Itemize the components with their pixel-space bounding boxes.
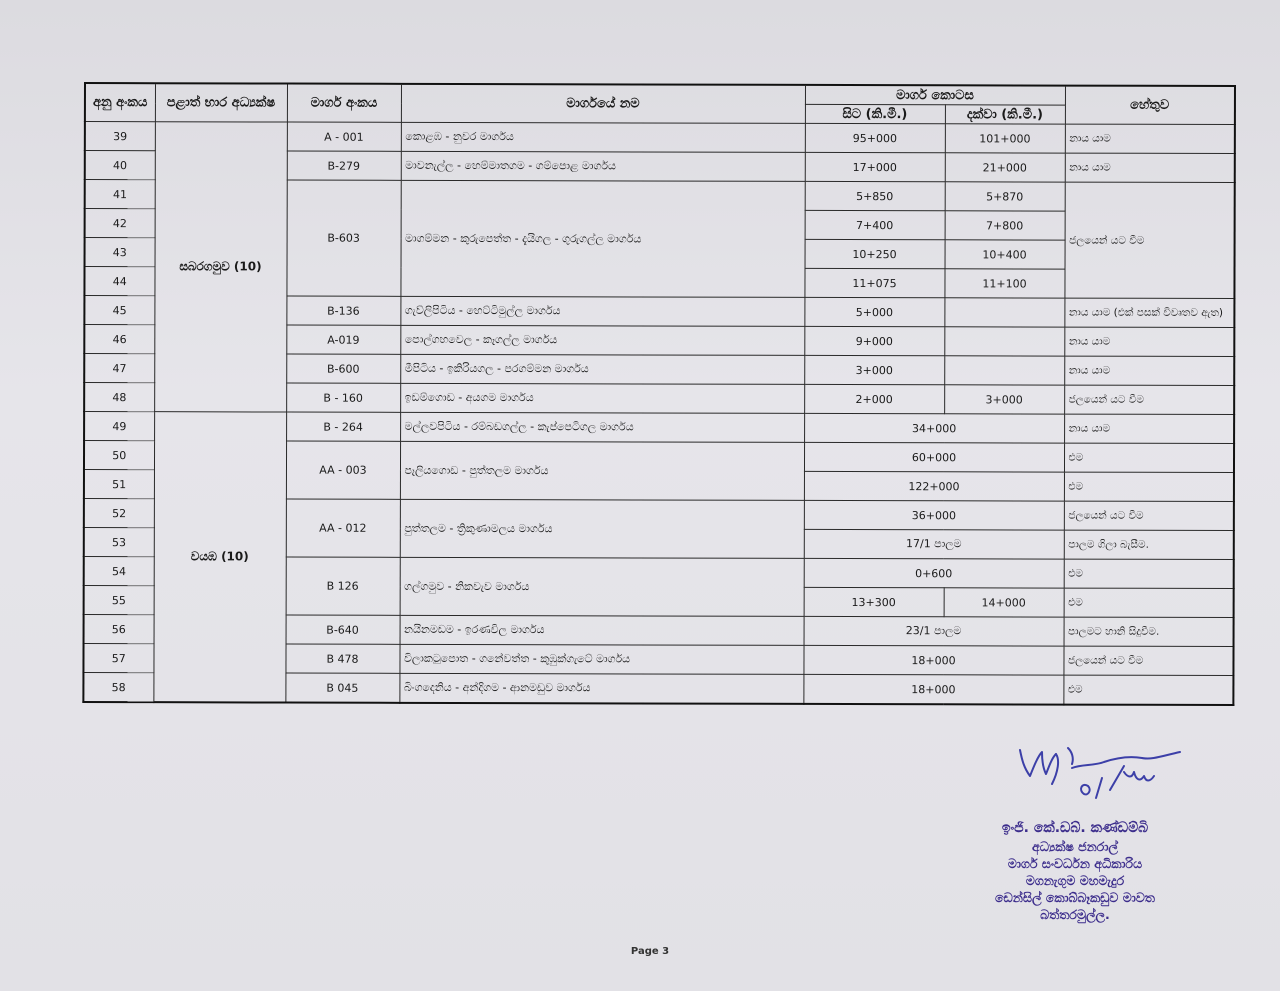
road-name: ගැව්ලිපිටිය - හෙට්ටිමුල්ල මාර්ගය: [400, 296, 804, 326]
km-to: 7+800: [945, 211, 1065, 240]
km-location: 18+000: [803, 674, 1063, 704]
row-no: 44: [84, 267, 154, 296]
km-location: 34+000: [804, 413, 1064, 443]
road-name: කොළඹ - නුවර මාර්ගය: [401, 122, 805, 152]
reason: ජලයෙන් යට වීම: [1064, 182, 1234, 298]
road-no: B 478: [285, 644, 399, 673]
km-from: 11+075: [804, 268, 944, 297]
road-name: මීපිටිය - ඉකිරියගල - පරගම්මන මාර්ගය: [400, 354, 804, 384]
road-name: පොල්ගහවෙල - කෑගල්ල මාර්ගය: [400, 325, 804, 355]
road-name: මාගම්මන - කුරුපෙත්ත - දැයිගල - ගුරුගල්ල මාර්ගය: [400, 180, 804, 297]
stamp-street: ඩෙන්සිල් කොබ්බෑකඩුව මාවත: [995, 890, 1155, 905]
header-no: අනු අංකය: [85, 83, 155, 122]
table-row: [84, 412, 1234, 444]
stamp-city: බත්තරමුල්ල.: [1040, 907, 1110, 922]
reason: එම: [1064, 472, 1234, 501]
table-row: [85, 122, 1235, 154]
row-no: 56: [84, 615, 154, 644]
road-name: ඉඩම්ගොඩ - අයගම මාර්ගය: [400, 383, 804, 413]
header-reason: හේතුව: [1065, 86, 1235, 125]
km-from: 10+250: [805, 239, 945, 268]
road-closure-table: [82, 82, 1236, 706]
reason: එම: [1064, 443, 1234, 472]
stamp-title: අධ්‍යක්ෂ ජනරාල්: [1032, 839, 1118, 854]
row-no: 41: [85, 180, 155, 209]
row-no: 55: [84, 586, 154, 615]
road-no: AA - 003: [286, 441, 400, 499]
road-name: පුත්තලම - ත්‍රිකුණාමලය මාර්ගය: [400, 499, 804, 558]
stamp-organisation: මාර්ග සංවර්ධන අධිකාරිය: [1007, 856, 1143, 871]
road-no: B-600: [286, 354, 400, 383]
page-number: Page 3: [630, 946, 670, 957]
reason: එම: [1064, 588, 1234, 617]
reason: නාය යාම: [1065, 124, 1235, 153]
road-name: ගල්ගමුව - නිකවැව මාර්ගය: [400, 557, 804, 616]
header-section: මාර්ග කොටස: [805, 85, 1065, 105]
row-no: 47: [84, 354, 154, 383]
road-name: පෑලියගොඩ - පුත්තලම මාර්ගය: [400, 441, 804, 500]
reason: ජලයෙන් යට වීම: [1063, 646, 1233, 675]
km-to: 11+100: [944, 269, 1064, 298]
road-no: B-603: [286, 180, 400, 296]
reason: නාය යාම: [1064, 327, 1234, 356]
km-from: 2+000: [804, 384, 944, 413]
km-to: 21+000: [945, 153, 1065, 182]
km-location: 36+000: [804, 500, 1064, 530]
road-no: B - 264: [286, 412, 400, 441]
row-no: 48: [84, 383, 154, 412]
header-director: පළාත් භාර අධ්‍යක්ෂ: [155, 83, 287, 122]
province-wayamba: වයඹ (10): [153, 412, 286, 703]
road-name: විලාකටුපොත - ගනේවත්ත - කුඹුක්ගැටේ මාර්ගය: [399, 644, 803, 674]
road-no: B 045: [285, 673, 399, 703]
row-no: 57: [83, 644, 153, 673]
km-from: 9+000: [804, 326, 944, 355]
row-no: 54: [84, 557, 154, 586]
km-to: 5+870: [945, 182, 1065, 211]
row-no: 52: [84, 499, 154, 528]
reason: ජලයෙන් යට වීම: [1064, 385, 1234, 414]
stamp-name: ඉංජි. කේ.ඩබ්. කණ්ඩම්බි: [1001, 820, 1149, 836]
row-no: 51: [84, 470, 154, 499]
reason: එම: [1063, 675, 1233, 705]
km-to: [944, 356, 1064, 385]
row-no: 40: [85, 151, 155, 180]
row-no: 58: [83, 673, 153, 703]
row-no: 49: [84, 412, 154, 441]
reason: නාය යාම: [1064, 414, 1234, 443]
km-from: 3+000: [804, 355, 944, 384]
km-to: 14+000: [944, 588, 1064, 617]
row-no: 50: [84, 441, 154, 470]
road-no: A - 001: [287, 122, 401, 151]
header-road-no: මාර්ග අංකය: [287, 84, 401, 123]
row-no: 39: [85, 122, 155, 151]
official-stamp: [960, 818, 1190, 923]
km-from: 5+850: [805, 181, 945, 210]
header-road-name: මාර්ගයේ නම: [401, 84, 805, 124]
km-from: 13+300: [804, 587, 944, 616]
km-from: 17+000: [805, 152, 945, 181]
road-no: B-640: [286, 615, 400, 644]
km-from: 95+000: [805, 123, 945, 152]
reason: නාය යාම: [1064, 356, 1234, 385]
road-no: A-019: [286, 325, 400, 354]
road-name: මල්ලවපිටිය - රම්බඩගල්ල - කැප්පෙටිගල මාර්ගය: [400, 412, 804, 442]
km-location: 17/1 පාලම: [804, 529, 1064, 559]
header-to: දක්වා (කි.මී.): [945, 105, 1065, 124]
km-from: 5+000: [804, 297, 944, 326]
road-no: B-136: [286, 296, 400, 325]
row-no: 45: [84, 296, 154, 325]
road-no: B-279: [287, 151, 401, 180]
km-to: 10+400: [945, 240, 1065, 269]
row-no: 53: [84, 528, 154, 557]
row-no: 46: [84, 325, 154, 354]
header-from: සිට (කි.මී.): [805, 104, 945, 123]
km-to: [944, 298, 1064, 327]
km-from: 7+400: [805, 210, 945, 239]
reason: ජලයෙන් යට වීම: [1064, 501, 1234, 530]
reason: පාලම ගිලා බැසීම.: [1064, 530, 1234, 559]
km-location: 23/1 පාලම: [804, 616, 1064, 646]
reason: එම: [1064, 559, 1234, 588]
reason: පාලමට හානි සිදුවීම.: [1064, 617, 1234, 646]
road-name: නයිනමඩම - ඉරණවිල මාර්ගය: [400, 615, 804, 645]
road-no: B 126: [286, 557, 400, 615]
reason: නාය යාම: [1065, 153, 1235, 182]
road-name: මාවනැල්ල - හෙම්මාතගම - ගම්පොළ මාර්ගය: [401, 151, 805, 181]
road-no: B - 160: [286, 383, 400, 412]
road-name: බිංගදෙනිය - අන්දිගම - ආනමඩුව මාර්ගය: [399, 673, 803, 704]
road-no: AA - 012: [286, 499, 400, 557]
km-location: 0+600: [804, 558, 1064, 588]
km-location: 122+000: [804, 471, 1064, 501]
province-sabaragamuwa: සබරගමුව (10): [154, 122, 287, 412]
km-location: 60+000: [804, 442, 1064, 472]
km-to: 101+000: [945, 124, 1065, 153]
km-to: [944, 327, 1064, 356]
reason: නාය යාම (එක් පසක් විවෘතව ඇත): [1064, 298, 1234, 327]
row-no: 42: [85, 209, 155, 238]
stamp-building: මගනැගුම මහමැදුර: [1025, 873, 1125, 888]
row-no: 43: [85, 238, 155, 267]
km-location: 18+000: [803, 645, 1063, 675]
handwritten-signature: [1012, 738, 1192, 810]
km-to: 3+000: [944, 385, 1064, 414]
